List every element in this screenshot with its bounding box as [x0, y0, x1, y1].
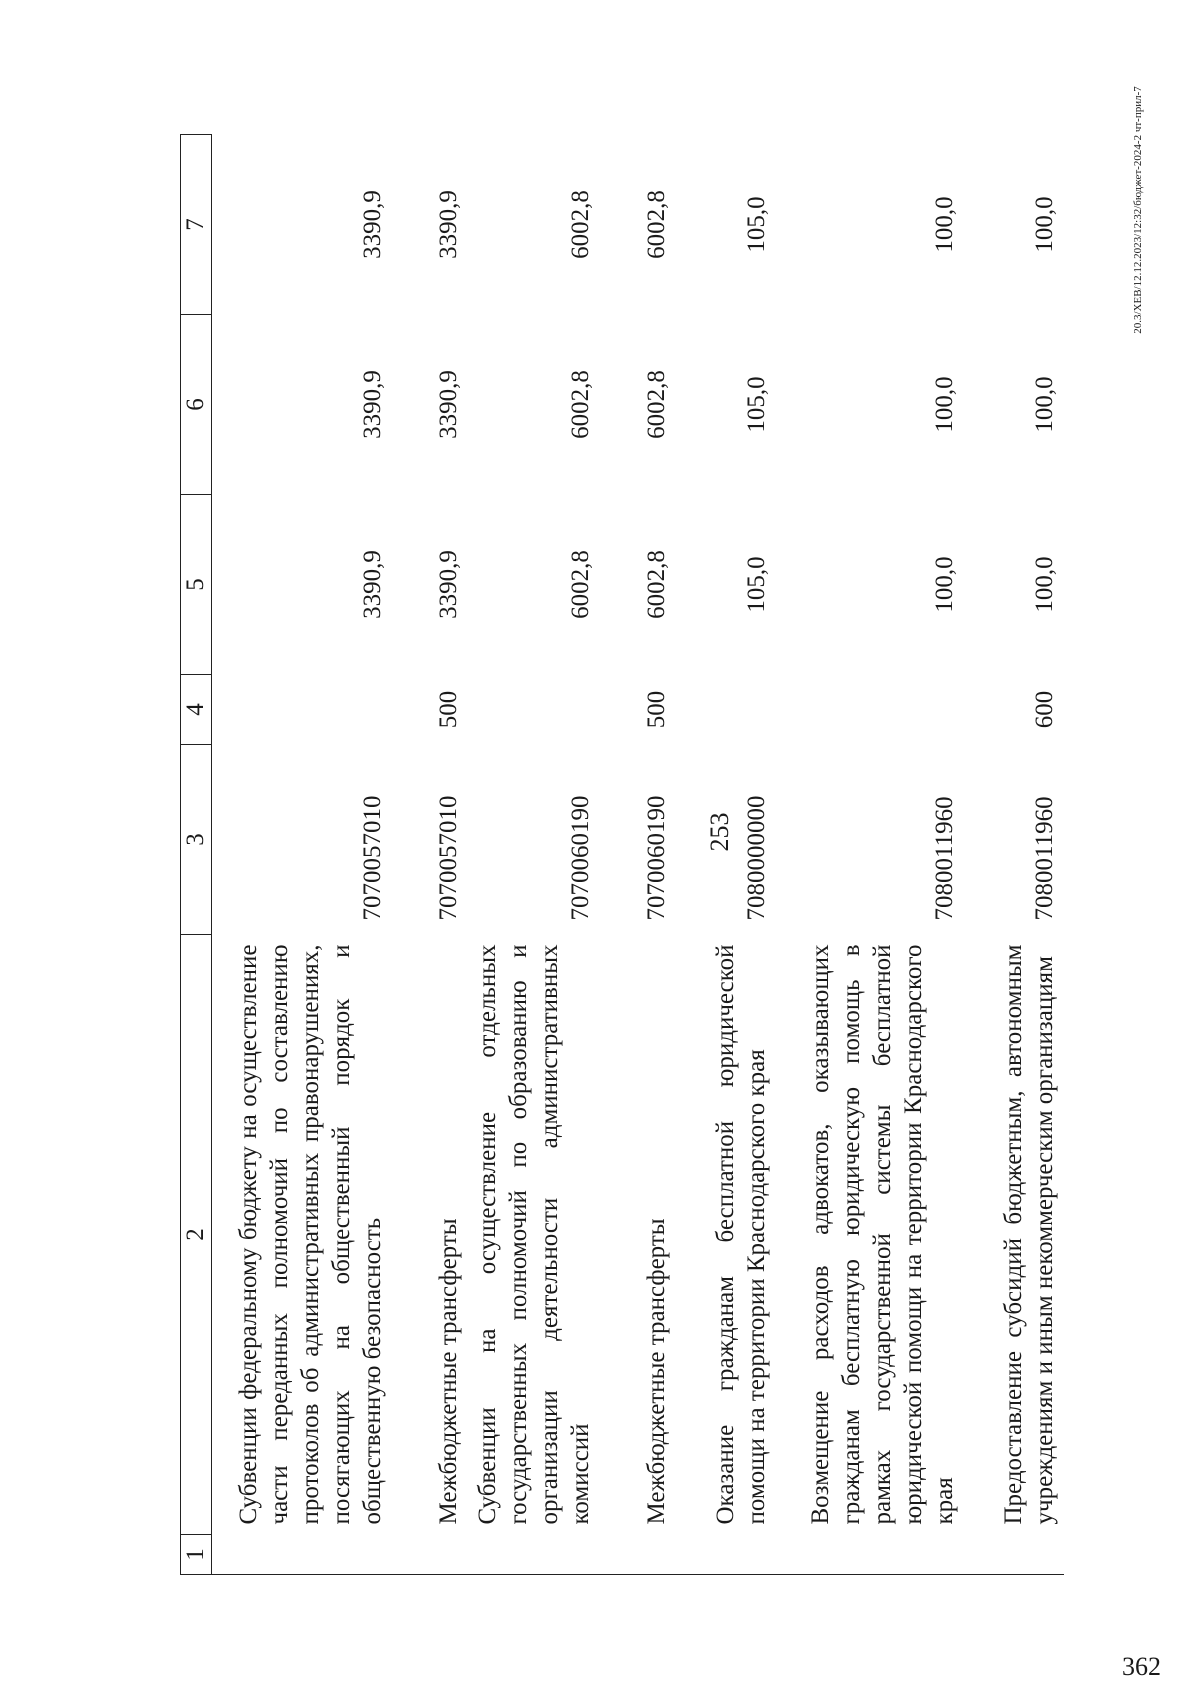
column-header: 5	[181, 495, 212, 675]
amount-col6: 6002,8	[643, 370, 670, 439]
amount-col5: 105,0	[743, 556, 770, 613]
expense-type	[212, 675, 393, 745]
header-row	[181, 135, 212, 1575]
amount-col6: 100,0	[931, 376, 958, 433]
table-row	[676, 135, 800, 1575]
amount-col5: 6002,8	[567, 550, 594, 619]
row-number-cell	[392, 1535, 468, 1575]
amount-col5: 3390,9	[359, 550, 386, 619]
expense-type: 500	[643, 690, 670, 729]
amount-col7: 6002,8	[567, 190, 594, 259]
amount-col6: 105,0	[743, 376, 770, 433]
expense-type: 500	[435, 690, 462, 729]
target-code: 7070060190	[567, 795, 594, 921]
target-code: 7070060190	[643, 795, 670, 921]
row-description: Оказание гражданам бесплатной юридической помощи на территории Краснодарского края	[712, 944, 770, 1525]
amount-col6: 100,0	[1031, 376, 1058, 433]
row-number-cell	[600, 1535, 676, 1575]
column-header: 4	[181, 675, 212, 745]
amount-col6: 3390,9	[359, 370, 386, 439]
table-row	[600, 135, 676, 1575]
target-code: 7080011960	[1031, 796, 1058, 921]
table-row	[392, 135, 468, 1575]
expense-type	[676, 675, 800, 745]
row-description: Межбюджетные трансферты	[643, 1218, 670, 1525]
table-row	[212, 135, 393, 1575]
column-header: 6	[181, 315, 212, 495]
row-description: Межбюджетные трансферты	[435, 1218, 462, 1525]
amount-col7: 3390,9	[435, 190, 462, 259]
row-description: Предоставление субсидий бюджетным, автономным учреждениям и иным некоммерческим организациям	[1000, 944, 1058, 1525]
row-description: Субвенции федеральному бюджету на осуществление части переданных полномочий по составлению протоколов об административных правонарушениях, посягающих на общественный порядок и общественную безопасность	[235, 944, 386, 1525]
amount-col7: 100,0	[1031, 196, 1058, 253]
document-code: 20.3/ХЕВ/12.12.2023/12:32/бюджет-2024-2 чт-прил-7	[1132, 86, 1144, 334]
amount-col6: 3390,9	[435, 370, 462, 439]
row-number-cell	[800, 1535, 964, 1575]
row-number-cell	[212, 1535, 393, 1575]
amount-col5: 100,0	[1031, 556, 1058, 613]
row-description: Субвенции на осуществление отдельных государственных полномочий по образованию и организации деятельности административных комиссий	[474, 944, 594, 1525]
row-description: Возмещение расходов адвокатов, оказывающих гражданам бесплатную юридическую помощь в рамках государственной системы бесплатной юридической помощи на территории Краснодарского края	[807, 944, 958, 1525]
column-header: 1	[181, 1535, 212, 1575]
column-header: 3	[181, 745, 212, 935]
amount-col5: 3390,9	[435, 550, 462, 619]
target-code: 7080000000	[743, 795, 770, 921]
row-number-cell	[964, 1535, 1064, 1575]
amount-col7: 105,0	[743, 196, 770, 253]
page-number: 253	[705, 812, 734, 852]
target-code: 7070057010	[359, 795, 386, 921]
expense-type: 600	[1031, 690, 1058, 729]
amount-col7: 3390,9	[359, 190, 386, 259]
row-number-cell	[676, 1535, 800, 1575]
row-number-cell	[468, 1535, 600, 1575]
table-row	[964, 135, 1064, 1575]
amount-col6: 6002,8	[567, 370, 594, 439]
target-code: 7080011960	[931, 796, 958, 921]
column-header: 2	[181, 935, 212, 1535]
amount-col5: 100,0	[931, 556, 958, 613]
amount-col5: 6002,8	[643, 550, 670, 619]
expense-type	[800, 675, 964, 745]
budget-table-rotated	[180, 135, 1200, 1575]
table-row	[468, 135, 600, 1575]
sheet-number: 362	[1122, 1652, 1161, 1681]
budget-table	[180, 134, 1064, 1575]
expense-type	[468, 675, 600, 745]
target-code: 7070057010	[435, 795, 462, 921]
table-row	[800, 135, 964, 1575]
column-header: 7	[181, 135, 212, 315]
amount-col7: 100,0	[931, 196, 958, 253]
amount-col7: 6002,8	[643, 190, 670, 259]
